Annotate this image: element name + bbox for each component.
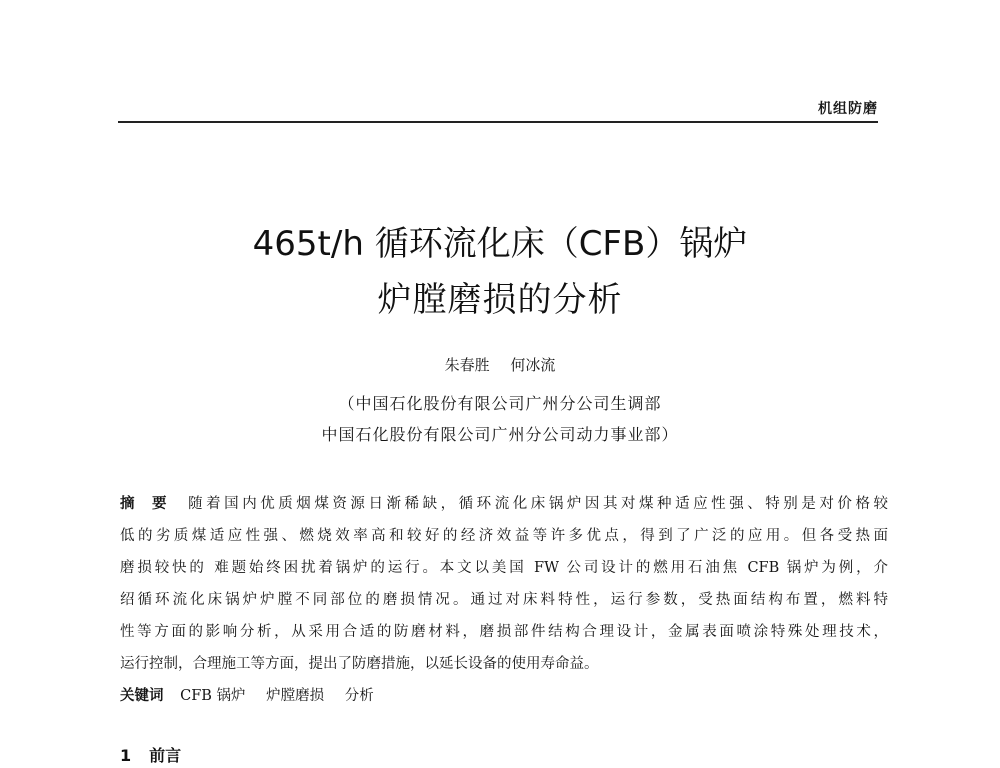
affiliation-line-2: 中国石化股份有限公司广州分公司动力事业部） (321, 425, 679, 444)
keyword-item: 分析 (344, 688, 374, 704)
abstract-line: 性等方面的影响分析，从采用合适的防磨材料，磨损部件结构合理设计，金属表面喷涂特殊处理技术， (120, 624, 888, 640)
paper-title-line-1: 465t/h 循环流化床（CFB）锅炉 (252, 224, 748, 264)
abstract-line: 绍循环流化床锅炉炉膛不同部位的磨损情况。通过对床料特性，运行参数，受热面结构布置，燃料特 (120, 592, 888, 608)
section-number: 1 (120, 746, 132, 765)
abstract-label: 摘要 (120, 496, 185, 512)
keyword-item: 炉膛磨损 (266, 688, 325, 704)
abstract-line: 磨损较快的 难题始终困扰着锅炉的运行。本文以美国 FW 公司设计的燃用石油焦 CFB 锅炉为例，介 (120, 560, 888, 576)
author-list (0, 354, 1000, 376)
author-name: 何冰流 (510, 356, 556, 374)
section-title: 前言 (149, 746, 182, 765)
abstract-block (120, 488, 888, 680)
keywords-label: 关键词 (120, 688, 164, 704)
header-rule (118, 121, 878, 123)
paper-title-line-2: 炉膛磨损的分析 (377, 280, 623, 320)
keywords-line (120, 682, 390, 710)
abstract-line (120, 488, 888, 520)
section-heading (120, 744, 199, 768)
abstract-text: 随着国内优质烟煤资源日渐稀缺，循环流化床锅炉因其对煤种适应性强、特别是对价格较 (188, 496, 888, 512)
abstract-line: 低的劣质煤适应性强、燃烧效率高和较好的经济效益等许多优点，得到了广泛的应用。但各受热面 (120, 528, 888, 544)
keyword-item: CFB 锅炉 (180, 688, 246, 704)
affiliation-line-1: （中国石化股份有限公司广州分公司生调部 (338, 394, 662, 413)
abstract-line: 运行控制，合理施工等方面，提出了防磨措施，以延长设备的使用寿命益。 (120, 656, 599, 672)
author-name: 朱春胜 (444, 356, 490, 374)
running-header-section-label: 机组防磨 (818, 101, 878, 117)
